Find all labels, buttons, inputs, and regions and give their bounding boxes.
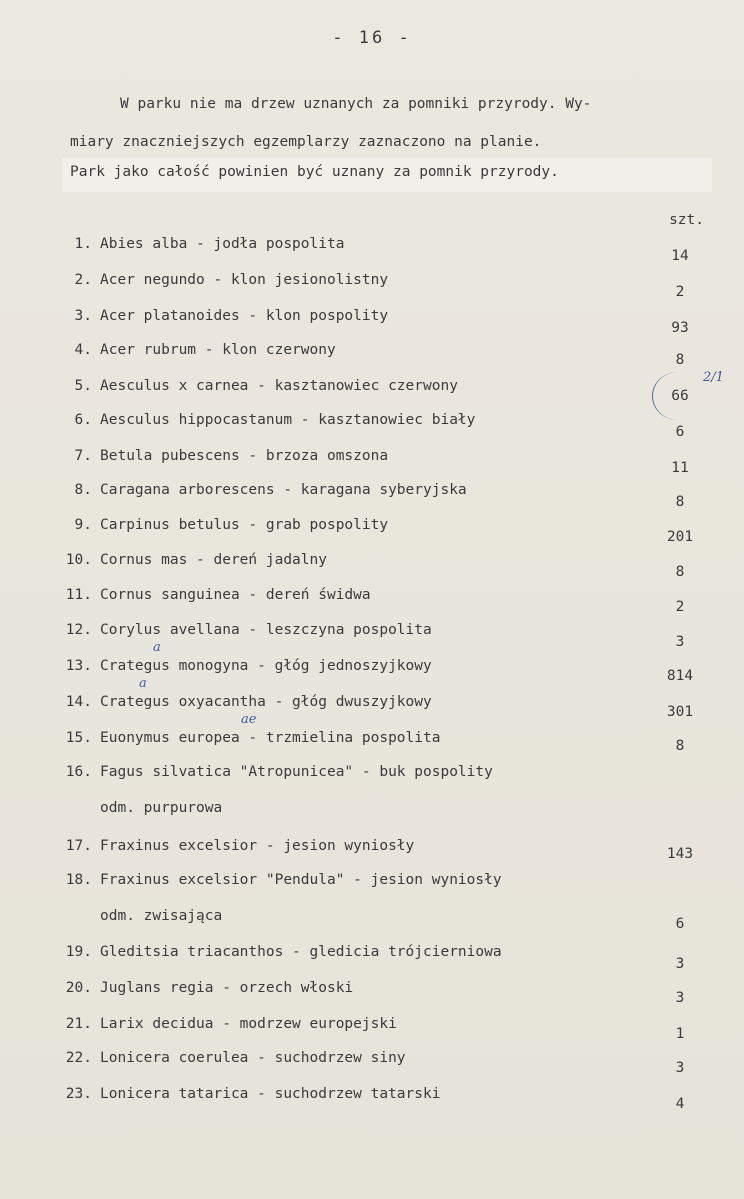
species-subline: odm. purpurowa — [100, 800, 223, 816]
species-count: 814 — [666, 668, 694, 684]
species-count: 1 — [675, 1026, 685, 1042]
species-count: 3 — [675, 990, 685, 1006]
species-count: 14 — [671, 248, 689, 264]
species-name: Lonicera coerulea - suchodrzew siny — [100, 1050, 406, 1066]
species-name: Abies alba - jodła pospolita — [100, 236, 345, 252]
species-name: Cornus sanguinea - dereń świdwa — [100, 587, 371, 603]
species-number: 20. — [65, 980, 92, 996]
handwritten-insert: a — [153, 640, 161, 655]
handwritten-margin-note: 2/1 — [703, 370, 724, 385]
species-number: 19. — [65, 944, 92, 960]
species-name: Caragana arborescens - karagana syberyjska — [100, 482, 467, 498]
species-number: 3. — [74, 308, 92, 324]
species-number: 8. — [74, 482, 92, 498]
species-number: 12. — [65, 622, 92, 638]
count-column-header: szt. — [669, 212, 704, 228]
species-number: 21. — [65, 1016, 92, 1032]
species-name: Lonicera tatarica - suchodrzew tatarski — [100, 1086, 441, 1102]
species-name: Acer negundo - klon jesionolistny — [100, 272, 389, 288]
intro-line-1: W parku nie ma drzew uznanych za pomniki przyrody. Wy- — [120, 96, 592, 112]
species-number: 6. — [74, 412, 92, 428]
species-number: 22. — [65, 1050, 92, 1066]
species-name: Acer rubrum - klon czerwony — [100, 342, 336, 358]
species-count: 2 — [675, 599, 685, 615]
species-count: 8 — [675, 738, 685, 754]
species-count: 201 — [666, 529, 694, 545]
handwritten-insert: a — [139, 676, 147, 691]
species-count: 11 — [671, 460, 689, 476]
species-number: 13. — [65, 658, 92, 674]
species-count: 4 — [675, 1096, 685, 1112]
species-number: 16. — [65, 764, 92, 780]
species-name: Corylus avellana - leszczyna pospolita — [100, 622, 432, 638]
species-name: Crategus monogyna - głóg jednoszyjkowy — [100, 658, 432, 674]
species-name: Aesculus x carnea - kasztanowiec czerwony — [100, 378, 458, 394]
species-number: 10. — [65, 552, 92, 568]
species-number: 5. — [74, 378, 92, 394]
species-count: 6 — [675, 424, 685, 440]
species-number: 2. — [74, 272, 92, 288]
species-name: Acer platanoides - klon pospolity — [100, 308, 389, 324]
species-number: 9. — [74, 517, 92, 533]
species-number: 23. — [65, 1086, 92, 1102]
handwritten-circle — [652, 372, 703, 420]
handwritten-insert: ae — [241, 712, 257, 727]
species-subline: odm. zwisająca — [100, 908, 223, 924]
species-count: 93 — [671, 320, 689, 336]
species-name: Juglans regia - orzech włoski — [100, 980, 354, 996]
species-number: 17. — [65, 838, 92, 854]
species-number: 4. — [74, 342, 92, 358]
species-count: 2 — [675, 284, 685, 300]
species-number: 7. — [74, 448, 92, 464]
species-count: 8 — [675, 352, 685, 368]
species-name: Euonymus europea - trzmielina pospolita — [100, 730, 441, 746]
species-count: 3 — [675, 634, 685, 650]
species-name: Gleditsia triacanthos - gledicia trójcierniowa — [100, 944, 502, 960]
page-number: - 16 - — [332, 28, 412, 48]
species-count: 6 — [675, 916, 685, 932]
species-name: Carpinus betulus - grab pospolity — [100, 517, 389, 533]
species-name: Fagus silvatica "Atropunicea" - buk pospolity — [100, 764, 493, 780]
species-count: 3 — [675, 956, 685, 972]
species-name: Betula pubescens - brzoza omszona — [100, 448, 389, 464]
species-count: 66 — [671, 388, 689, 404]
species-number: 18. — [65, 872, 92, 888]
species-number: 15. — [65, 730, 92, 746]
species-name: Fraxinus excelsior "Pendula" - jesion wyniosły — [100, 872, 502, 888]
species-count: 3 — [675, 1060, 685, 1076]
species-count: 8 — [675, 494, 685, 510]
species-name: Larix decidua - modrzew europejski — [100, 1016, 397, 1032]
species-count: 301 — [666, 704, 694, 720]
intro-line-2: miary znaczniejszych egzemplarzy zaznaczono na planie. — [70, 134, 542, 150]
species-number: 11. — [65, 587, 92, 603]
species-name: Fraxinus excelsior - jesion wyniosły — [100, 838, 415, 854]
species-name: Cornus mas - dereń jadalny — [100, 552, 327, 568]
species-number: 14. — [65, 694, 92, 710]
species-name: Crategus oxyacantha - głóg dwuszyjkowy — [100, 694, 432, 710]
species-count: 143 — [666, 846, 694, 862]
species-number: 1. — [74, 236, 92, 252]
intro-line-3: Park jako całość powinien być uznany za pomnik przyrody. — [70, 164, 559, 180]
species-count: 8 — [675, 564, 685, 580]
species-name: Aesculus hippocastanum - kasztanowiec biały — [100, 412, 476, 428]
